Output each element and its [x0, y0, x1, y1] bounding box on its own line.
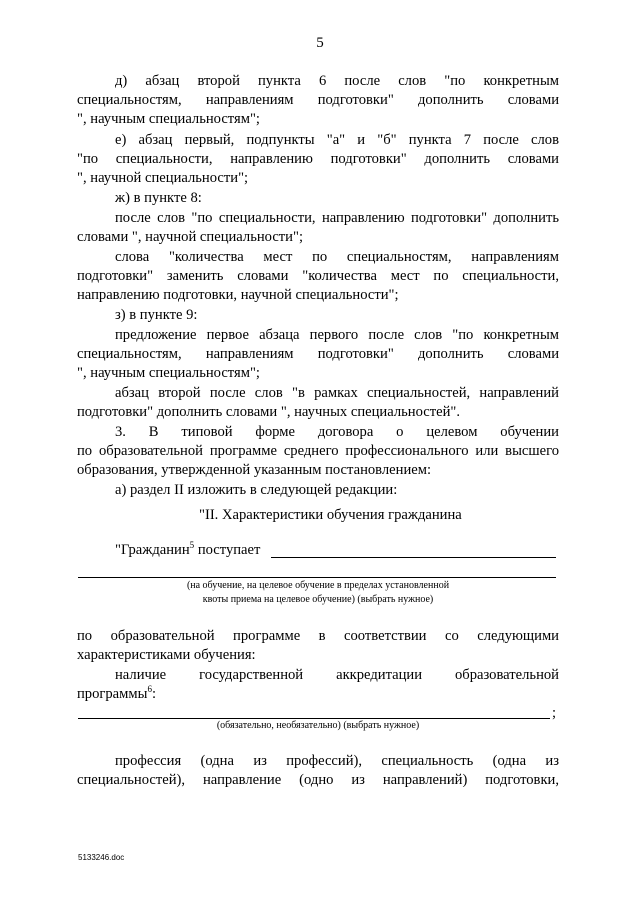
text-line: з) в пункте 9:: [115, 307, 198, 323]
text-line: после слов "по специальности, направлению подготовки" дополнить: [115, 210, 559, 226]
text-line: предложение первое абзаца первого после слов "по конкретным: [115, 327, 559, 343]
text-line: ", научной специальности";: [77, 170, 249, 186]
section-heading: "II. Характеристики обучения гражданина: [199, 507, 462, 523]
text-line: ", научным специальностям";: [77, 111, 260, 127]
footnote-ref: 6: [147, 684, 152, 694]
text-line: наличие государственной аккредитации образовательной: [115, 667, 559, 683]
field-note: (на обучение, на целевое обучение в пределах установленной: [186, 580, 450, 591]
text-line: характеристиками обучения:: [77, 647, 256, 663]
text-line: образования, утвержденной указанным постановлением:: [77, 462, 432, 478]
program-label: программы: [77, 686, 148, 702]
citizen-label: "Гражданин: [115, 542, 190, 558]
text-line: 3. В типовой форме договора о целевом обучении: [115, 424, 559, 440]
text-line: ж) в пункте 8:: [115, 190, 202, 206]
page-number: 5: [316, 35, 324, 51]
text-line: направлению подготовки, научной специальности";: [77, 287, 399, 303]
footer-filename: 5133246.doc: [78, 853, 125, 862]
text-line: е) абзац первый, подпункты "а" и "б" пункта 7 после слов: [115, 132, 559, 148]
text-line: а) раздел II изложить в следующей редакции:: [115, 482, 398, 498]
text-line: д) абзац второй пункта 6 после слов "по конкретным: [115, 73, 559, 89]
text-line: по образовательной программе среднего профессионального или высшего: [77, 443, 559, 459]
text-line: специальностям, направлениям подготовки" дополнить словами: [77, 92, 559, 108]
text-line: подготовки" дополнить словами ", научных специальностей".: [77, 404, 461, 420]
text-line: "по специальности, направлению подготовки" дополнить словами: [77, 151, 559, 167]
fill-in-line[interactable]: [78, 577, 556, 578]
semicolon: ;: [552, 705, 557, 721]
text-line: [77, 685, 559, 704]
field-note: квоты приема на целевое обучение) (выбрать нужное): [202, 594, 434, 605]
text-line: профессия (одна из профессий), специальность (одна из: [115, 753, 559, 769]
text-line: специальностей), направление (одно из направлений) подготовки,: [77, 772, 559, 788]
citizen-label-after: поступает: [194, 542, 261, 558]
fill-in-line[interactable]: [271, 557, 556, 558]
text-line: абзац второй после слов "в рамках специальностей, направлений: [115, 385, 559, 401]
colon: :: [151, 686, 157, 702]
field-note: (обязательно, необязательно) (выбрать нужное): [216, 720, 420, 731]
text-line: слова "количества мест по специальностям, направлениям: [115, 249, 559, 265]
text-line: по образовательной программе в соответствии со следующими: [77, 628, 559, 644]
text-line: подготовки" заменить словами "количества мест по специальности,: [77, 268, 559, 284]
text-line: словами ", научной специальности";: [77, 229, 304, 245]
footnote-ref: 5: [189, 540, 195, 550]
text-line: специальностям, направлениям подготовки" дополнить словами: [77, 346, 559, 362]
text-line: ", научным специальностям";: [77, 365, 260, 381]
